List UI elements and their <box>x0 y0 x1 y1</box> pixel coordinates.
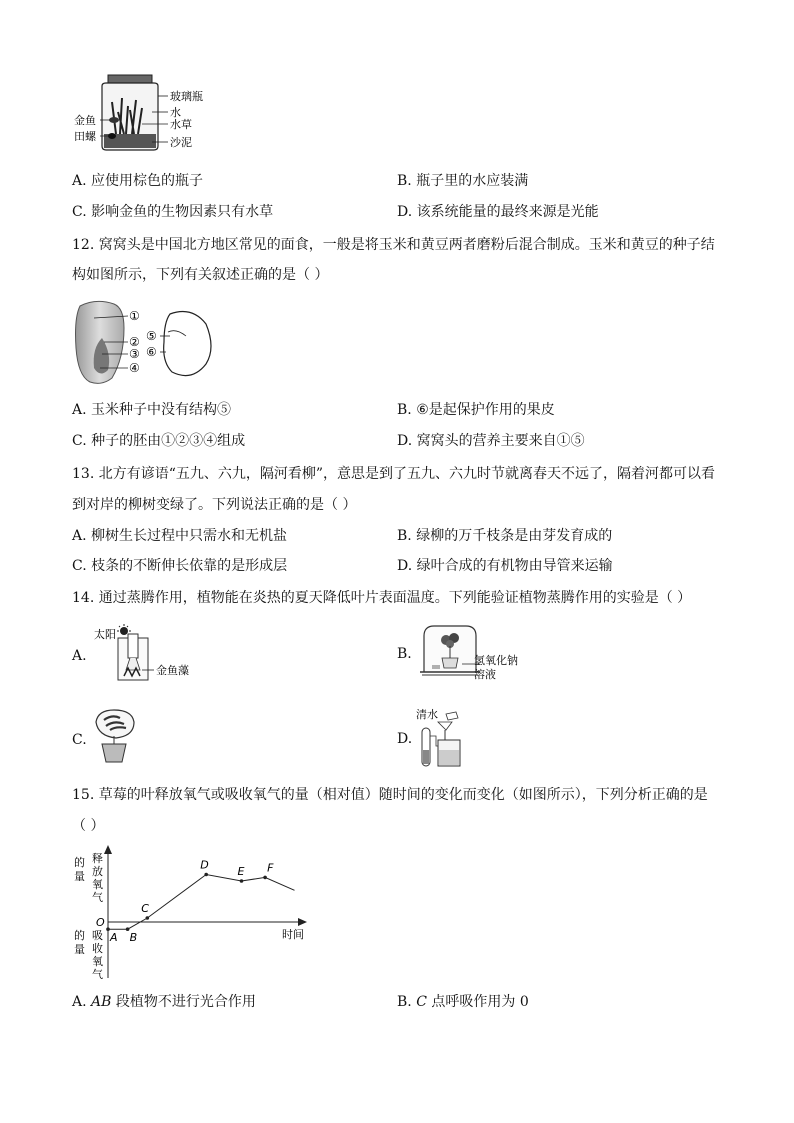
q14-figure-a[interactable] <box>92 624 222 684</box>
q11-option-b[interactable]: B. 瓶子里的水应装满 <box>397 173 529 189</box>
q14-stem: 14. 通过蒸腾作用，植物能在炎热的夏天降低叶片表面温度。下列能验证植物蒸腾作用的实验是（ ） <box>72 590 692 606</box>
ylabel-bottom-char-0: 的 <box>74 929 85 942</box>
label-6: ⑥ <box>146 345 157 359</box>
origin-label: O <box>96 916 105 929</box>
q14-option-c-letter[interactable]: C. <box>72 732 87 748</box>
q13-option-a[interactable]: A. 柳树生长过程中只需水和无机盐 <box>72 528 288 544</box>
q13-option-c[interactable]: C. 枝条的不断伸长依靠的是形成层 <box>72 558 288 574</box>
label-weed: 水草 <box>170 118 192 131</box>
q14-figure-c[interactable] <box>92 706 142 766</box>
q15-option-a-italic: AB <box>91 994 112 1010</box>
point-label-d: D <box>200 858 209 872</box>
q15-chart <box>72 842 322 982</box>
limewater-svg <box>412 706 482 770</box>
label-sand: 沙泥 <box>170 136 192 149</box>
sunlight-algae-svg <box>92 624 222 684</box>
series-group <box>106 859 294 945</box>
label-water: 水 <box>170 106 181 119</box>
q12-stem-line2: 构如图所示，下列有关叙述正确的是（ ） <box>72 267 329 283</box>
q13-option-d[interactable]: D. 绿叶合成的有机物由导管来运输 <box>397 558 613 574</box>
seed-structure-svg <box>72 298 217 388</box>
ylabel-bottom-v-0: 吸 <box>92 929 103 942</box>
label-3: ③ <box>129 347 140 361</box>
q13-option-b[interactable]: B. 绿柳的万千枝条是由芽发育成的 <box>397 528 613 544</box>
label-snail: 田螺 <box>74 130 96 143</box>
q12-option-c[interactable]: C. 种子的胚由①②③④组成 <box>72 433 246 449</box>
ylabel-top-v-0: 释 <box>92 852 103 865</box>
jar-ecosystem-svg <box>72 72 222 152</box>
label-1: ① <box>129 309 140 323</box>
q14-figure-b[interactable] <box>418 622 558 684</box>
q13-stem-line2: 到对岸的柳树变绿了。下列说法正确的是（ ） <box>72 497 357 513</box>
q15-option-a-prefix: A. <box>72 994 92 1010</box>
point-f <box>263 876 267 880</box>
q12-option-a[interactable]: A. 玉米种子中没有结构⑤ <box>72 402 232 418</box>
bell-jar-naoh-svg <box>418 622 558 684</box>
label-5: ⑤ <box>146 329 157 343</box>
q15-stem-line1: 15. 草莓的叶释放氧气或吸收氧气的量（相对值）随时间的变化而变化（如图所示），下列分析正确的是 <box>72 787 708 803</box>
y-axis-arrow <box>104 845 112 854</box>
ylabel-top-v-3: 气 <box>92 891 103 904</box>
x-axis-arrow <box>298 918 307 926</box>
label-2: ② <box>129 335 140 349</box>
q15-option-b-prefix: B. <box>397 994 417 1010</box>
q12-option-d[interactable]: D. 窝窝头的营养主要来自①⑤ <box>397 433 585 449</box>
jar-ecosystem-figure <box>72 72 222 152</box>
q15-option-b[interactable] <box>397 993 529 1011</box>
label-goldfish: 金鱼 <box>74 114 96 127</box>
ylabel-bottom-v-1: 收 <box>92 942 103 955</box>
seed-structure-figure <box>72 298 217 388</box>
point-e <box>240 879 244 883</box>
ylabel-top-char-0: 的 <box>74 856 85 869</box>
bagged-plant-svg <box>92 706 142 766</box>
label-4: ④ <box>129 361 140 375</box>
label-glass: 玻璃瓶 <box>170 90 203 103</box>
q15-option-a[interactable] <box>72 993 256 1011</box>
q14-option-b-letter[interactable]: B. <box>397 646 412 662</box>
label-limewater: 清水 <box>416 708 438 721</box>
ylabel-bottom-v-3: 气 <box>92 968 103 981</box>
q11-option-c[interactable]: C. 影响金鱼的生物因素只有水草 <box>72 204 274 220</box>
x-axis-label: 时间 <box>282 928 304 941</box>
ylabel-bottom-char-1: 量 <box>74 943 85 956</box>
q14-option-a-letter[interactable]: A. <box>72 648 87 664</box>
ylabel-top-v-1: 放 <box>92 865 103 878</box>
q12-stem-line1: 12. 窝窝头是中国北方地区常见的面食，一般是将玉米和黄豆两者磨粉后混合制成。玉米和黄豆的种子结 <box>72 237 715 253</box>
ylabel-top-v-2: 氧 <box>92 878 103 891</box>
q14-figure-d[interactable] <box>412 706 482 770</box>
ylabel-top-char-1: 量 <box>74 870 85 883</box>
q11-option-d[interactable]: D. 该系统能量的最终来源是光能 <box>397 204 599 220</box>
oxygen-chart-svg <box>72 842 322 982</box>
label-sun: 太阳 <box>94 628 116 641</box>
point-label-c: C <box>141 902 149 915</box>
point-d <box>204 873 208 877</box>
label-naoh-2: 溶液 <box>474 668 496 681</box>
point-label-e: E <box>237 865 245 878</box>
label-naoh-1: 氢氧化钠 <box>474 654 518 667</box>
point-label-f: F <box>267 861 274 875</box>
q13-stem-line1: 13. 北方有谚语“五九、六九，隔河看柳”，意思是到了五九、六九时节就离春天不远了，隔着河都可以看 <box>72 466 716 482</box>
ylabel-bottom-v-2: 氧 <box>92 955 103 968</box>
q15-option-b-text: 点呼吸作用为 0 <box>426 994 529 1010</box>
q12-option-b[interactable]: B. ⑥是起保护作用的果皮 <box>397 402 555 418</box>
q15-option-a-text: 段植物不进行光合作用 <box>111 994 256 1010</box>
label-algae: 金鱼藻 <box>156 664 189 677</box>
q15-stem-line2: （ ） <box>72 818 105 834</box>
q11-option-a[interactable]: A. 应使用棕色的瓶子 <box>72 173 204 189</box>
q14-option-d-letter[interactable]: D. <box>397 731 413 747</box>
oxygen-series-line <box>108 875 295 930</box>
point-label-b: B <box>129 931 138 945</box>
point-label-a: A <box>110 931 118 945</box>
q15-option-b-italic: C <box>416 994 427 1010</box>
point-c <box>146 916 150 920</box>
